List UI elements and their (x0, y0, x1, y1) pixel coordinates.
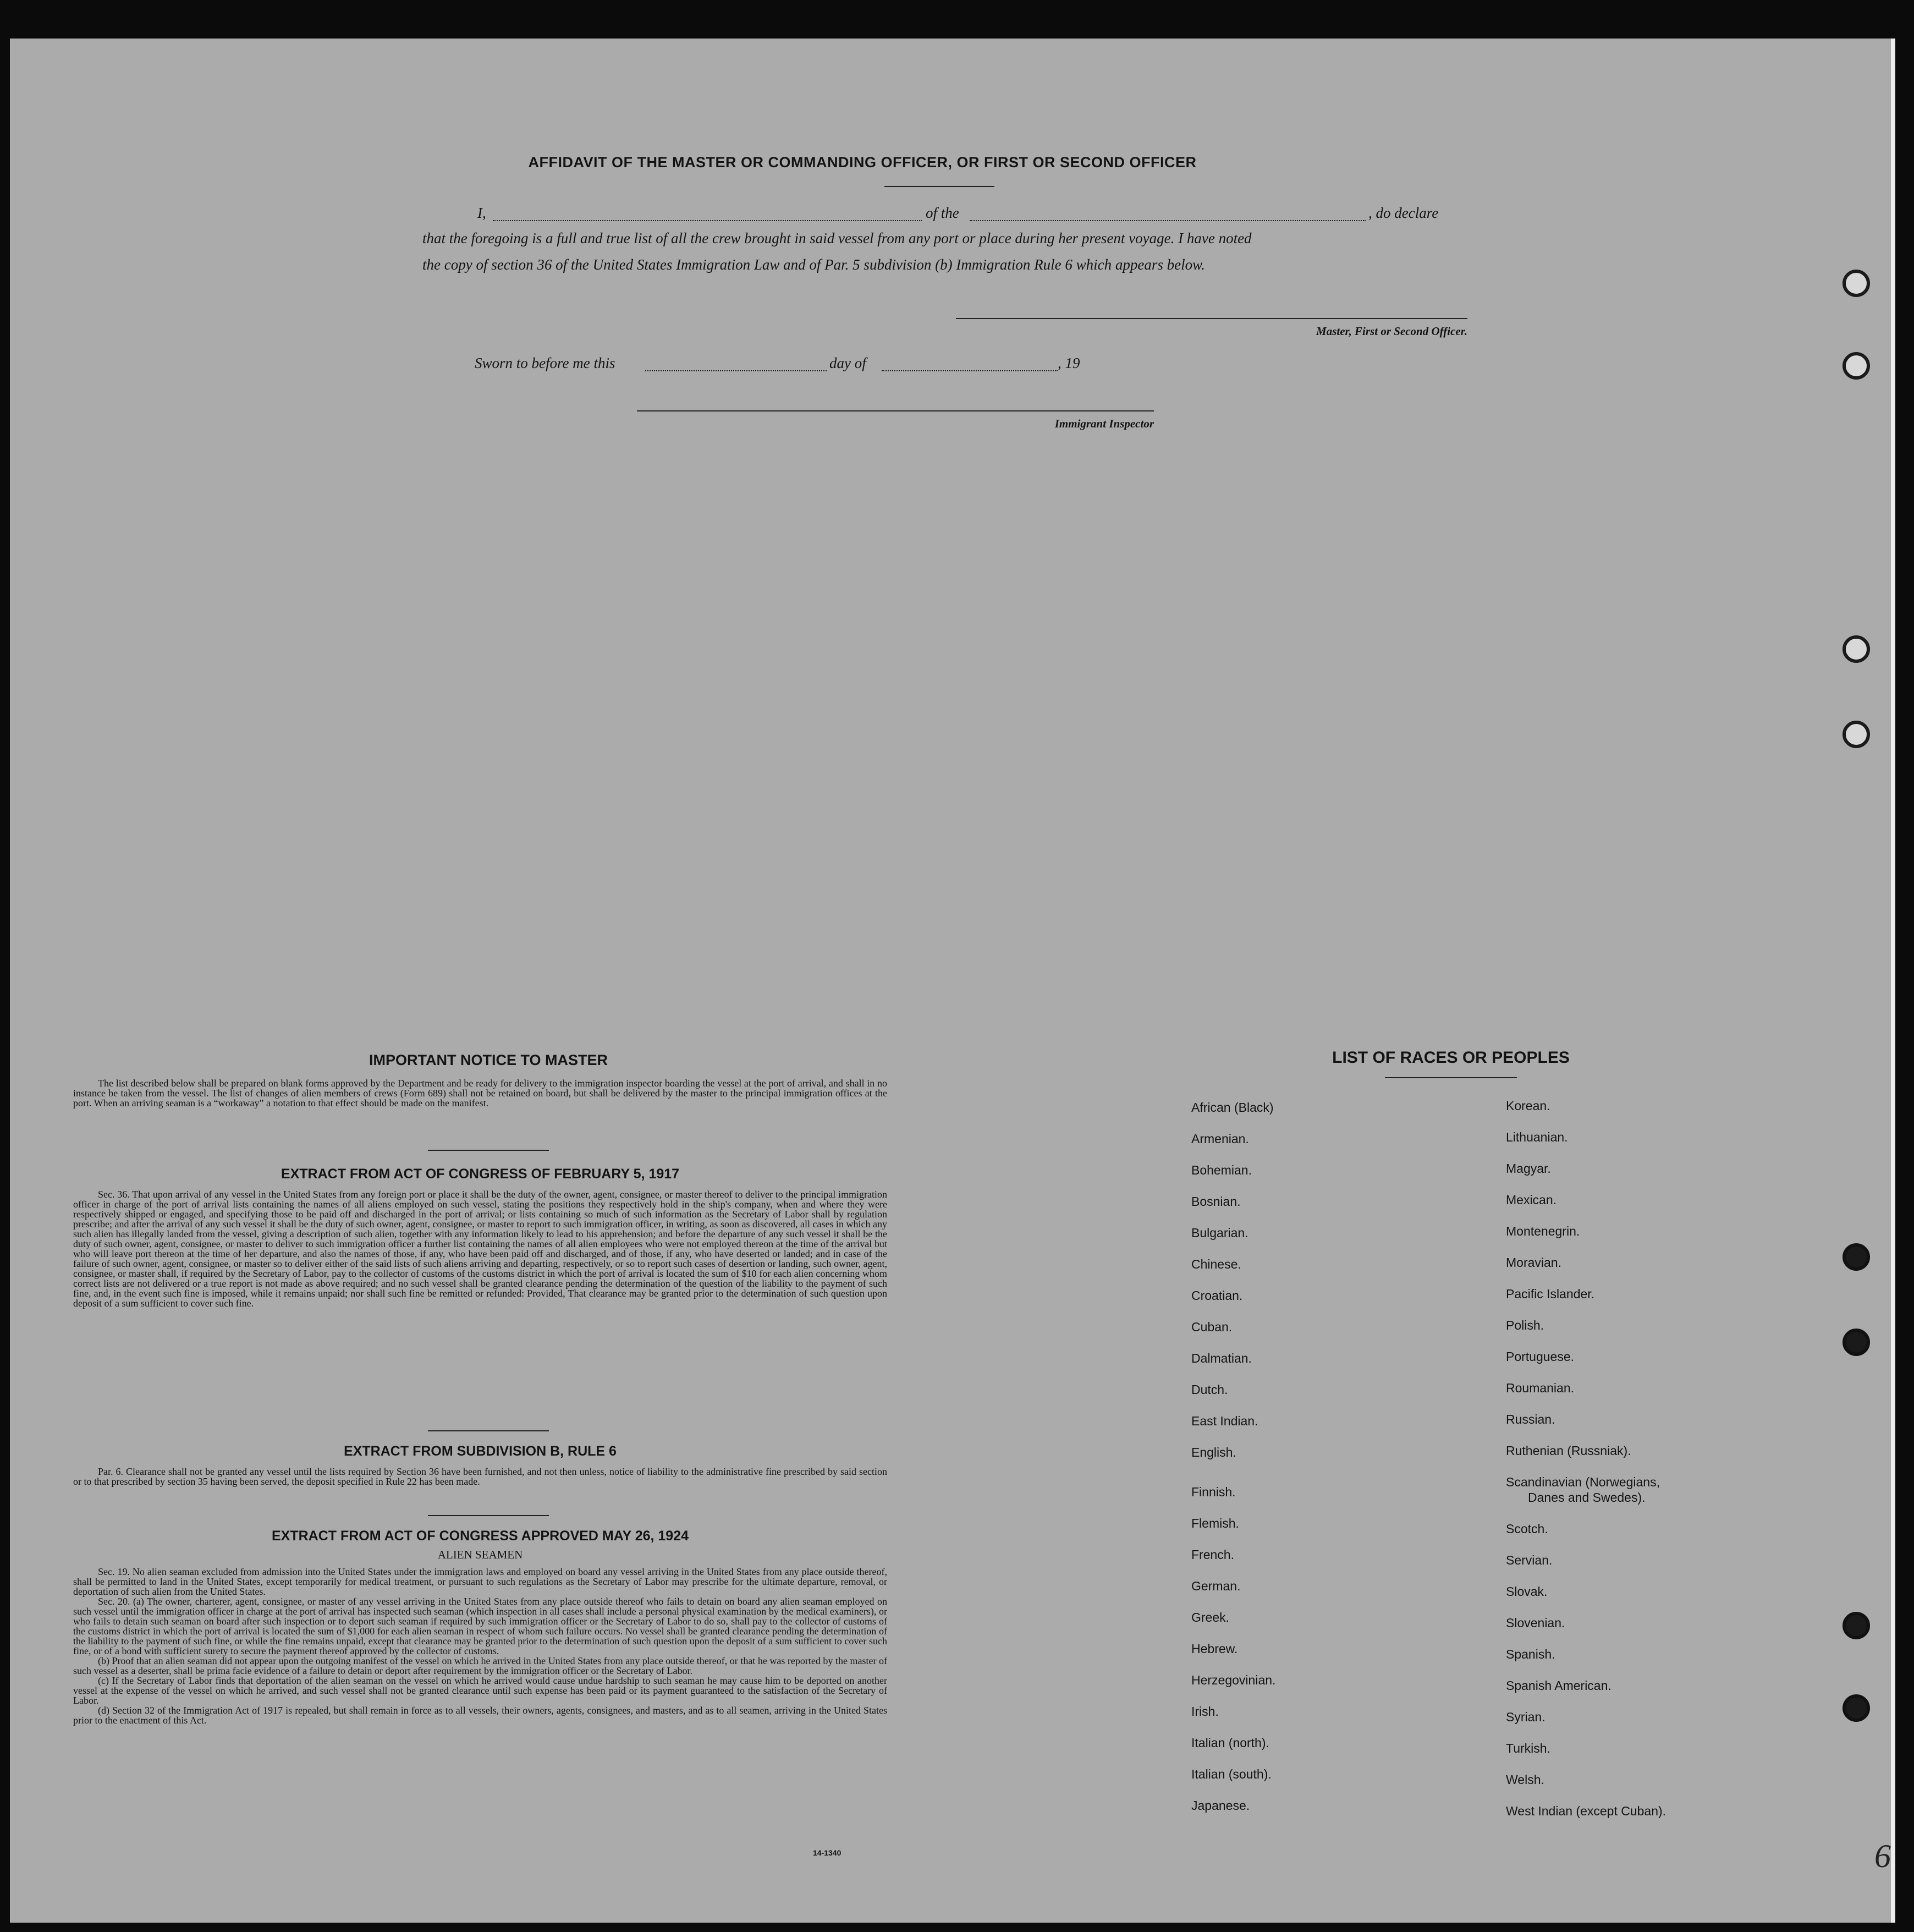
race-item: Moravian. (1506, 1255, 1561, 1270)
sworn-day-of: day of (829, 355, 866, 371)
of-the-text: of the (926, 205, 959, 221)
race-item: Bohemian. (1191, 1163, 1252, 1177)
punch-hole (1843, 1329, 1870, 1356)
race-item: Spanish. (1506, 1647, 1555, 1661)
race-item: Hebrew. (1191, 1642, 1238, 1656)
page-marker: 6 (1874, 1838, 1891, 1874)
punch-hole (1843, 1243, 1870, 1271)
race-item: Finnish. (1191, 1485, 1236, 1499)
race-item: Montenegrin. (1506, 1224, 1580, 1238)
section-19: Sec. 19. No alien seaman excluded from admission into the United States under the immigration laws and employed on board any vessel arriving in the United States from any place outside thereof, shall be permitted to land in the United States, except temporarily for medical treatment, or pursuant to such regulations as the Secretary of Labor may prescribe for the ultimate departure, removal, or deportation of such alien from the United States. (73, 1566, 887, 1597)
extract-1924-subtitle: ALIEN SEAMEN (437, 1548, 523, 1561)
extract-1924-title: EXTRACT FROM ACT OF CONGRESS APPROVED MAY 26, 1924 (271, 1528, 689, 1544)
race-item: Slovenian. (1506, 1616, 1565, 1630)
race-item: Ruthenian (Russniak). (1506, 1443, 1631, 1458)
punch-hole (1843, 721, 1870, 748)
notice-body: The list described below shall be prepared on blank forms approved by the Department and be ready for delivery to the immigration inspector boarding the vessel at the port of arrival, and shall in no instance be taken from the vessel. The list of changes of alien members of crews (Form 689) shall not be retained on board, but shall be delivered by the master to the principal immigration offices at the port. When an arriving seaman is a “workaway” a notation to that effect should be made on the manifest. (73, 1078, 887, 1108)
section-20c: (c) If the Secretary of Labor finds that deportation of the alien seaman on the vessel on which he arrived would cause undue hardship to such seaman he may cause him to be deported on another vessel at the expense of the vessel on which he arrived, and such vessel shall not be granted clearance until such expense has been paid or its payment guaranteed to the satisfaction of the Secretary of Labor. (73, 1675, 887, 1706)
extract-1917-title: EXTRACT FROM ACT OF CONGRESS OF FEBRUARY 5, 1917 (280, 1166, 680, 1182)
race-item: Flemish. (1191, 1516, 1239, 1530)
affidavit-line-2: that the foregoing is a full and true list of all the crew brought in said vessel from any port or place during her present voyage. I have noted (422, 230, 1252, 246)
race-item: Mexican. (1506, 1193, 1557, 1207)
affidavit-title: AFFIDAVIT OF THE MASTER OR COMMANDING OFFICER, OR FIRST OR SECOND OFFICER (528, 154, 1197, 171)
master-signature-label: Master, First or Second Officer. (1316, 325, 1467, 338)
punch-hole (1843, 635, 1870, 663)
race-item: Servian. (1506, 1553, 1553, 1567)
race-item: Herzegovinian. (1191, 1673, 1276, 1687)
race-item: Polish. (1506, 1318, 1544, 1332)
race-item: Irish. (1191, 1704, 1219, 1719)
race-item: Japanese. (1191, 1798, 1250, 1813)
section-divider (428, 1430, 549, 1431)
punch-hole (1843, 352, 1870, 380)
race-item: Scotch. (1506, 1522, 1548, 1536)
sworn-line (466, 355, 1126, 374)
sworn-prefix: Sworn to before me this (475, 355, 615, 371)
extract-rule6-title: EXTRACT FROM SUBDIVISION B, RULE 6 (344, 1443, 617, 1459)
race-item: Dutch. (1191, 1382, 1228, 1397)
race-item: Armenian. (1191, 1132, 1249, 1146)
race-item: West Indian (except Cuban). (1506, 1804, 1667, 1818)
extract-1924-body (73, 1567, 887, 1725)
notice-title: IMPORTANT NOTICE TO MASTER (369, 1052, 608, 1068)
race-item: Spanish American. (1506, 1678, 1612, 1693)
race-item: Cuban. (1191, 1320, 1233, 1334)
race-item: African (Black) (1191, 1100, 1274, 1115)
races-title-underline (1385, 1077, 1517, 1078)
race-item: Magyar. (1506, 1161, 1551, 1176)
race-item: Greek. (1191, 1610, 1230, 1624)
sworn-month-field[interactable] (882, 370, 1058, 371)
punch-hole (1843, 1694, 1870, 1722)
section-20b: (b) Proof that an alien seaman did not appear upon the outgoing manifest of the vessel on which he arrived in the United States from any place outside thereof, or that he was reported by the master of such vessel as a deserter, shall be prima facie evidence of a failure to detain or deport after requirement by the immigration officer or the Secretary of Labor. (73, 1655, 887, 1676)
race-item: Slovak. (1506, 1584, 1548, 1599)
affidavit-line-1 (466, 205, 1467, 223)
race-item: Croatian. (1191, 1288, 1243, 1303)
vessel-name-field[interactable] (970, 220, 1366, 221)
form-number: 14-1340 (813, 1848, 842, 1857)
race-item: East Indian. (1191, 1414, 1258, 1428)
sworn-year: , 19 (1058, 355, 1080, 371)
inspector-label: Immigrant Inspector (1054, 417, 1154, 430)
race-item: Dalmatian. (1191, 1351, 1252, 1365)
section-20a: Sec. 20. (a) The owner, charterer, agent, consignee, or master of any vessel arriving in the United States from any place outside thereof who fails to detain on board any alien seaman employed on such vessel until the immigration officer in charge at the port of arrival has inspected such seaman (which inspection in all cases shall include a personal physical examination by the medical examiners), or who fails to detain such seaman on board after such inspection or to deport such seaman if required by such immigration officer or the Secretary of Labor to do so, shall pay to the collector of customs of the customs district in which the port of arrival is located the sum of $1,000 for each alien seaman in respect of whom such failure occurs. No vessel shall be granted clearance pending the determination of the liability to the payment of such fine, or while the fine remains unpaid, except that clearance may be granted prior to the determination of such question upon the deposit of a sum sufficient to cover such fine, or of a bond with sufficient surety to secure the payment thereof approved by the collector of customs. (73, 1596, 887, 1656)
document-page (10, 39, 1895, 1923)
punch-hole (1843, 1612, 1870, 1639)
race-item: Italian (south). (1191, 1767, 1272, 1781)
title-underline (884, 186, 994, 187)
race-item: Russian. (1506, 1412, 1555, 1426)
race-item: German. (1191, 1579, 1241, 1593)
race-item: Bulgarian. (1191, 1226, 1248, 1240)
race-item: Portuguese. (1506, 1349, 1575, 1364)
section-divider (428, 1515, 549, 1516)
declarant-prefix: I, (477, 205, 486, 221)
affidavit-line-3: the copy of section 36 of the United States Immigration Law and of Par. 5 subdivision (b) Immigration Rule 6 which appears below. (422, 256, 1205, 273)
race-item: Welsh. (1506, 1772, 1544, 1787)
race-item: Turkish. (1506, 1741, 1550, 1755)
race-item: French. (1191, 1547, 1234, 1562)
master-signature-line[interactable] (956, 318, 1467, 319)
race-item: Danes and Swedes). (1528, 1490, 1646, 1505)
race-item: Lithuanian. (1506, 1130, 1568, 1144)
race-item: Italian (north). (1191, 1736, 1269, 1750)
race-item: Roumanian. (1506, 1381, 1575, 1395)
do-declare-text: , do declare (1368, 205, 1439, 221)
race-item: Korean. (1506, 1099, 1550, 1113)
extract-1917-body: Sec. 36. That upon arrival of any vessel in the United States from any foreign port or place it shall be the duty of the owner, agent, consignee, or master thereof to deliver to the principal immigration officer in charge of the port of arrival lists containing the names of all aliens employed on such vessel, stating the positions they respectively hold in the ship's company, when and where they were respectively shipped or engaged, and specifying those to be paid off and discharged in the port of arrival; or lists containing so much of such information as the Secretary of Labor shall by regulation prescribe; and after the arrival of any such vessel it shall be the duty of such owner, agent, consignee, or master to report to such immigration officer, in writing, as soon as discovered, all cases in which any such alien has illegally landed from the vessel, giving a description of such alien, together with any information likely to lead to his apprehension; and before the departure of any such vessel it shall be the duty of such owner, agent, consignee, or master to deliver to such immigration officer a further list containing the names of all alien employees who were not employed thereon at the time of the arrival but who will leave port thereon at the time of her departure, and also the names of those, if any, who have been paid off and discharged, and of those, if any, who have deserted or landed; and in case of the failure of such owner, agent, consignee, or master so to deliver either of the said lists of such aliens arriving and departing, respectively, or so to report such cases of desertion or landing, such owner, agent, consignee, or master shall, if required by the Secretary of Labor, pay to the collector of customs of the customs district in which the port of arrival is located the sum of $10 for each alien concerning whom correct lists are not delivered or a true report is not made as above required; and no such vessel shall be granted clearance pending the determination of the question of the liability to the payment of such fine, and, in the event such fine is imposed, while it remains unpaid; nor shall such fine be remitted or refunded: Provided, That clearance may be granted prior to the determination of such question upon deposit of a sum sufficient to cover such fine. (73, 1189, 887, 1309)
punch-hole (1843, 270, 1870, 297)
section-20d: (d) Section 32 of the Immigration Act of 1917 is repealed, but shall remain in force as to all vessels, their owners, agents, consignees, and masters, and as to all seamen, arriving in the United States prior to the enactment of this Act. (73, 1705, 887, 1726)
race-item: Pacific Islander. (1506, 1287, 1595, 1301)
race-item: Bosnian. (1191, 1194, 1241, 1209)
race-item: Syrian. (1506, 1710, 1546, 1724)
races-title: LIST OF RACES OR PEOPLES (1332, 1049, 1570, 1067)
race-item: Chinese. (1191, 1257, 1241, 1271)
declarant-name-field[interactable] (493, 220, 922, 221)
inspector-signature-line[interactable] (637, 410, 1154, 411)
race-item: English. (1191, 1445, 1236, 1459)
race-item: Scandinavian (Norwegians, (1506, 1475, 1660, 1489)
extract-rule6-body: Par. 6. Clearance shall not be granted any vessel until the lists required by Section 36 have been furnished, and not then unless, notice of liability to the administrative fine prescribed by said section or to that prescribed by section 35 having been served, the deposit specified in Rule 22 has been made. (73, 1466, 887, 1487)
section-divider (428, 1150, 549, 1151)
sworn-day-field[interactable] (645, 370, 827, 371)
